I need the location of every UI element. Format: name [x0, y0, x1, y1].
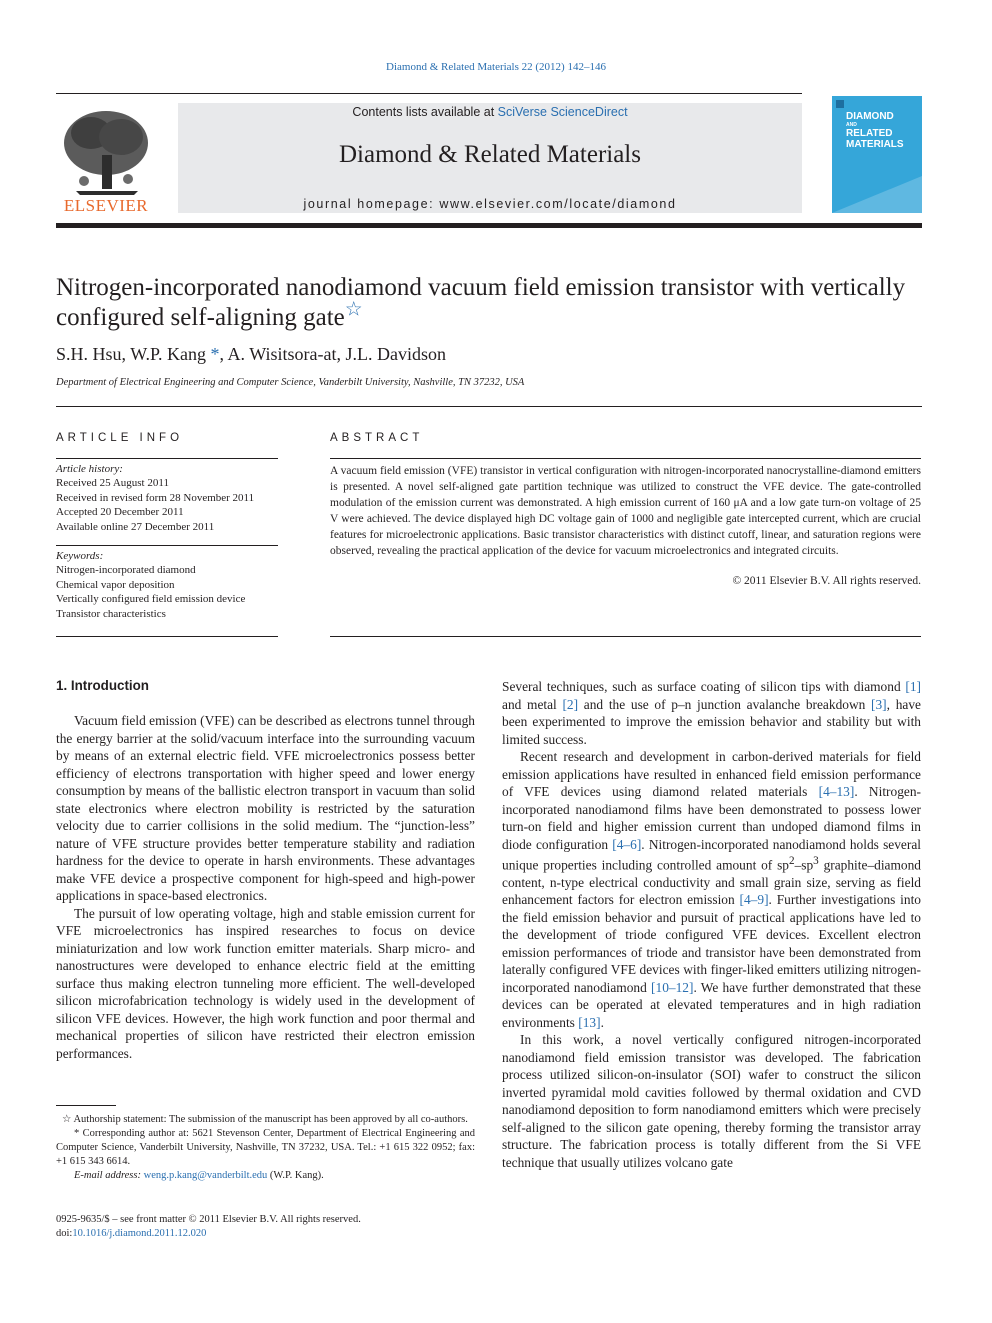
- issn-block: [56, 1213, 475, 1241]
- ref-link[interactable]: [4–6]: [612, 836, 642, 852]
- keyword-item: Vertically configured field emission device: [56, 593, 246, 606]
- cover-line: DIAMOND: [846, 111, 894, 122]
- text: Corresponding author at: 5621 Stevenson Center, Department of Electrical Engineering and Computer Science, Vanderbilt University, Nashville, TN 37232, USA. Tel.: +1 615 322 0952; fax: +1 615 343 6614.: [56, 1128, 475, 1167]
- issn-line: 0925-9635/$ – see front matter © 2011 Elsevier B.V. All rights reserved.: [56, 1214, 361, 1225]
- divider: [56, 545, 278, 546]
- paragraph: The pursuit of low operating voltage, high and stable emission current for VFE microelectronics has inspired researches to focus on device miniaturization and low work function emitter materials. Sharp micro- and nanostructures were developed to enhance electric field at the emitting surface thus making electron tunneling more efficient. The well-developed silicon microfabrication technology is widely used in the development of silicon VFE devices. However, the high work function and poor thermal and mechanical properties of silicon have restricted their electron emission performances.: [56, 905, 475, 1061]
- text: Authorship statement: The submission of the manuscript has been approved by all co-authors.: [71, 1114, 468, 1125]
- history-item: Available online 27 December 2011: [56, 520, 215, 533]
- text: . Nitrogen-incorporated nanodiamond holds several unique properties including controlled amount of sp: [502, 836, 921, 873]
- ref-link[interactable]: [1]: [905, 679, 921, 694]
- footnote-ast-mark: *: [74, 1128, 80, 1139]
- divider: [56, 636, 278, 637]
- title-footnote-mark[interactable]: ☆: [344, 298, 363, 321]
- ref-link[interactable]: [2]: [562, 696, 579, 712]
- elsevier-logo[interactable]: [56, 103, 156, 213]
- text: graphite–diamond content, n-type electrical conductivity and small grain size, serving as field enhancement factors for electron emission: [502, 857, 921, 908]
- cover-title: [846, 111, 916, 150]
- journal-homepage: [178, 197, 802, 211]
- authors-first: S.H. Hsu, W.P. Kang: [56, 344, 211, 364]
- journal-title: Diamond & Related Materials: [338, 141, 641, 168]
- footnotes: [56, 1113, 475, 1183]
- text: . Further investigations into the field emission behavior and pursuit of practical applications have led to the development of triode configured VFE devices. Excellent electron emission performances of triode and transistor have been demonstrated from laterally configured VFE devices with finger-liked emitters utilizing nitrogen-incorporated nanodiamond: [502, 892, 921, 995]
- keyword-item: Transistor characteristics: [56, 607, 166, 620]
- history-item: Accepted 20 December 2011: [56, 506, 184, 519]
- text: Recent research and development in carbon-derived materials for field emission applications have resulted in enhanced field emission performance of VFE devices using diamond related materials: [502, 749, 921, 799]
- text: (W.P. Kang).: [267, 1170, 324, 1181]
- ref-link[interactable]: [3]: [871, 696, 887, 712]
- divider: [330, 458, 921, 459]
- corresponding-author-mark[interactable]: *: [210, 344, 220, 364]
- paragraph: Vacuum field emission (VFE) can be described as electrons tunnel through the energy barrier at the solid/vacuum interface into the surrounding vacuum by means of an external electric field. VFE microelectronics possess better efficiency of electrons transportation with higher speed and lower energy consumption by means of the ballistic electron transport in vacuum than solid state electronics where electron mobility is restricted by the saturation velocity due to carrier collisions in the solid medium. The “junction-less” nature of VFE structure provides better temperature stability and radiation hardness for the device to operate in harsh environments. These advantages make VFE device a prospective component for high-speed and high-power applications in space-based electronics.: [56, 713, 475, 903]
- text: and the use of p–n junction avalanche breakdown: [578, 696, 872, 712]
- keywords-label: Keywords:: [56, 550, 104, 562]
- homepage-link[interactable]: www.elsevier.com/locate/diamond: [439, 197, 677, 211]
- text: . We have further demonstrated that these devices can be operated at elevated temperatures and in high radiation environments: [502, 979, 921, 1030]
- text: and metal: [502, 696, 563, 712]
- paragraph: [502, 748, 921, 1031]
- article-info-heading: ARTICLE INFO: [56, 432, 184, 444]
- top-rule: [56, 93, 802, 94]
- divider: [56, 406, 922, 407]
- keyword-item: Chemical vapor deposition: [56, 578, 175, 591]
- email-label: E-mail address:: [74, 1170, 144, 1181]
- abstract-heading: ABSTRACT: [330, 432, 424, 444]
- elsevier-wordmark: ELSEVIER: [63, 196, 149, 215]
- text: , have been experimented to improve the emission behavior and stability but with limited success.: [502, 696, 921, 747]
- paper-title: [56, 273, 926, 333]
- header-thick-rule: [56, 223, 922, 228]
- history-item: Received in revised form 28 November 2011: [56, 491, 255, 504]
- author-list: [56, 344, 922, 365]
- paragraph: [502, 678, 921, 748]
- text: . Nitrogen-incorporated nanodiamond films have been demonstrated to possess lower turn-on field and higher emission current than undoped diamond films in diode configuration: [502, 784, 921, 852]
- contents-line: [178, 105, 802, 119]
- abstract-text: A vacuum field emission (VFE) transistor in vertical configuration with nitrogen-incorporated nanocrystalline-diamond emitters is presented. A novel self-aligned gate partition technique was utilized to construct the VFE device. The gate-controlled modulation of the emission current was demonstrated. A high emission current of 160 μA and a low gate turn-on voltage of 25 V were achieved. The device displayed high DC voltage gain of 1000 and negligible gate intercepted current, which are crucial features for microelectronic applications. Basic transistor characteristics with distinct cutoff, linear, and saturation regions were observed, revealing the practical application of the device for vacuum microelectronics and integrated circuits.: [330, 465, 921, 557]
- cover-line: AND: [846, 122, 857, 128]
- ref-link[interactable]: [10–12]: [651, 979, 694, 995]
- divider: [330, 636, 921, 637]
- keywords: [56, 549, 278, 621]
- keyword-item: Nitrogen-incorporated diamond: [56, 564, 196, 577]
- text: Several techniques, such as surface coating of silicon tips with diamond: [502, 679, 906, 694]
- footnote-authorship: [56, 1113, 475, 1127]
- doi-label: doi:: [56, 1228, 73, 1239]
- homepage-prefix: journal homepage:: [303, 197, 440, 211]
- footnote-email: [56, 1169, 475, 1183]
- article-history: [56, 462, 278, 534]
- affiliation: Department of Electrical Engineering and Computer Science, Vanderbilt University, Nashville, TN 37232, USA: [56, 377, 525, 388]
- text: –sp: [794, 857, 814, 873]
- cover-line: MATERIALS: [846, 139, 904, 150]
- right-column: [502, 678, 921, 1171]
- sciencedirect-link[interactable]: SciVerse ScienceDirect: [497, 105, 628, 119]
- section-heading-introduction: 1. Introduction: [56, 678, 149, 693]
- history-label: Article history:: [56, 463, 123, 475]
- contents-prefix: Contents lists available at: [352, 105, 498, 119]
- footnote-corresponding: [56, 1127, 475, 1169]
- email-link[interactable]: weng.p.kang@vanderbilt.edu: [143, 1170, 268, 1181]
- ref-link[interactable]: [4–13]: [818, 784, 855, 799]
- paragraph: In this work, a novel vertically configured nitrogen-incorporated nanodiamond field emission transistor was developed. The fabrication process utilized silicon-on-insulator (SOI) wafer to construct the silicon inverted pyramidal mold cavities followed by thermal oxidation and CVD nanodiamond deposition to form nanodiamond emitters which were precisely self-aligned to the silicon gate opening, thereby forming the transistor array structure. The fabrication process is totally different from the Si VFE technique that usually utilizes volcano gate: [502, 1032, 921, 1170]
- superscript: 2: [788, 855, 795, 867]
- footnote-star-mark: ☆: [62, 1114, 72, 1125]
- doi-line: [56, 1227, 475, 1241]
- left-column: [56, 712, 475, 1062]
- ref-link[interactable]: [13]: [578, 1014, 601, 1030]
- footnote-rule: [56, 1105, 116, 1106]
- journal-citation[interactable]: Diamond & Related Materials 22 (2012) 142–146: [386, 61, 606, 73]
- abstract-copyright: © 2011 Elsevier B.V. All rights reserved.: [732, 575, 921, 587]
- superscript: 3: [813, 855, 819, 867]
- text: .: [600, 1014, 604, 1030]
- divider: [56, 458, 278, 459]
- ref-link[interactable]: [4–9]: [739, 892, 769, 908]
- cover-line: RELATED: [846, 128, 893, 139]
- history-item: Received 25 August 2011: [56, 477, 169, 490]
- authors-rest: , A. Wisitsora-at, J.L. Davidson: [219, 344, 446, 364]
- paper-title-text: Nitrogen-incorporated nanodiamond vacuum field emission transistor with vertically configured self-aligning gate: [56, 274, 906, 331]
- doi-link[interactable]: 10.1016/j.diamond.2011.12.020: [72, 1228, 207, 1239]
